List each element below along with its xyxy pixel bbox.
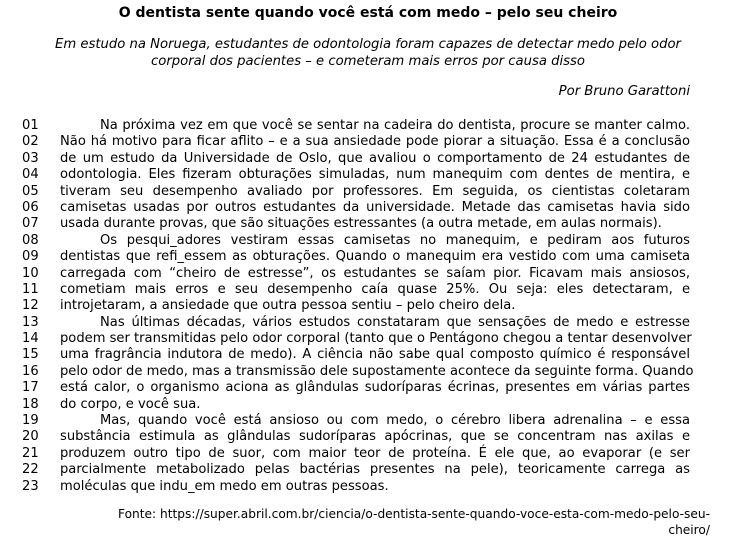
line-text: dentistas que refi_essem as obturações. Quando o manequim era vestido com uma camiseta: [60, 249, 690, 265]
line-text: uma fragrância indutora de medo). A ciência não sabe qual composto químico é responsável: [60, 347, 690, 363]
line-number: 22: [22, 462, 39, 478]
text-line: [0, 200, 736, 216]
line-text: Na próxima vez em que você se sentar na cadeira do dentista, procure se manter calmo.: [100, 118, 690, 133]
line-text: está calor, o organismo aciona as glândulas sudoríparas écrinas, presentes em várias partes: [60, 380, 690, 396]
text-line: [0, 233, 736, 249]
line-number: 04: [22, 167, 39, 183]
line-number: 09: [22, 249, 39, 265]
text-line: [0, 347, 736, 363]
line-number: 11: [22, 281, 39, 297]
line-number: 23: [22, 478, 39, 494]
line-text: do corpo, e você sua.: [60, 396, 201, 412]
line-text: camisetas usadas por outros estudantes da universidade. Metade das camisetas havia sido: [60, 199, 690, 215]
line-text: usada durante provas, que são situações estressantes (a outra metade, em aulas normais).: [60, 216, 662, 232]
line-text: introjetaram, a ansiedade que outra pessoa sentiu – pelo cheiro dela.: [60, 298, 516, 314]
article-title: O dentista sente quando você está com medo – pelo seu cheiro: [118, 5, 618, 21]
line-text: de um estudo da Universidade de Oslo, que avaliou o comportamento de 24 estudantes de: [60, 150, 690, 166]
line-number: 10: [22, 265, 39, 281]
line-number: 02: [22, 134, 39, 150]
line-text: moléculas que indu_em medo em outras pessoas.: [60, 478, 389, 494]
line-number: 07: [22, 216, 39, 232]
line-number: 15: [22, 347, 39, 363]
line-number: 17: [22, 380, 39, 396]
line-number: 01: [22, 118, 39, 133]
text-line: [0, 298, 736, 314]
text-line: [0, 380, 736, 396]
line-number: 18: [22, 396, 39, 412]
line-text: substância estimula as glândulas sudoríparas apócrinas, que se concentram nas axilas e: [60, 429, 690, 445]
article-body: [0, 118, 736, 495]
text-line: [0, 266, 736, 282]
text-line: [0, 249, 736, 265]
line-text: tiveram seu desempenho avaliado por professores. Em seguida, os cientistas coletaram: [60, 183, 690, 199]
line-text: odontologia. Eles fizeram obturações simuladas, num manequim com dentes de mentira, e: [60, 167, 690, 183]
text-line: [0, 364, 736, 380]
text-line: [0, 184, 736, 200]
line-number: 12: [22, 298, 39, 314]
source-citation: Fonte: https://super.abril.com.br/ciencia/o-dentista-sente-quando-voce-esta-com-medo-pelo-seu-cheiro/: [118, 507, 710, 537]
text-line: [0, 331, 736, 347]
article-author: Por Bruno Garattoni: [558, 84, 690, 99]
line-text: Os pesqui_adores vestiram essas camisetas no manequim, e pediram aos futuros: [100, 232, 690, 248]
line-text: cometiam mais erros e seu desempenho caía quase 25%. Ou seja: eles detectaram, e: [60, 281, 690, 297]
line-text: parcialmente metabolizado pelas bactérias presentes na pele), teoricamente carrega as: [60, 462, 690, 478]
text-line: [0, 134, 736, 150]
text-line: [0, 118, 736, 134]
line-text: Mas, quando você está ansioso ou com medo, o cérebro libera adrenalina – e essa: [100, 413, 690, 429]
line-number: 06: [22, 199, 39, 215]
article-subtitle: Em estudo na Noruega, estudantes de odontologia foram capazes de detectar medo pelo odor corporal dos pacientes – e cometeram mais erros por causa disso: [55, 37, 681, 69]
text-line: [0, 462, 736, 478]
line-text: podem ser transmitidas pelo odor corporal (tanto que o Pentágono chegou a tentar desenvolver: [60, 331, 692, 347]
line-number: 16: [22, 363, 39, 379]
text-line: [0, 413, 736, 429]
line-text: Nas últimas décadas, vários estudos constataram que sensações de medo e estresse: [100, 314, 690, 330]
text-line: [0, 446, 736, 462]
line-number: 05: [22, 183, 39, 199]
text-line: [0, 479, 736, 495]
text-line: [0, 315, 736, 331]
line-number: 13: [22, 314, 39, 330]
line-text: pelo odor de medo, mas a transmissão dele supostamente acontece da seguinte forma. Quando: [60, 363, 694, 379]
line-number: 21: [22, 445, 39, 461]
line-text: produzem outro tipo de suor, com maior teor de proteína. É ele que, ao evaporar (e ser: [60, 445, 690, 461]
line-number: 14: [22, 331, 39, 347]
line-number: 03: [22, 150, 39, 166]
line-number: 20: [22, 429, 39, 445]
line-number: 19: [22, 413, 39, 429]
line-text: Não há motivo para ficar aflito – e a sua ansiedade pode piorar a situação. Essa é a conclusão: [60, 134, 690, 150]
text-line: [0, 282, 736, 298]
text-line: [0, 216, 736, 232]
text-line: [0, 167, 736, 183]
text-line: [0, 429, 736, 445]
line-number: 08: [22, 232, 39, 248]
line-text: carregada com “cheiro de estresse”, os estudantes se saíam pior. Ficavam mais ansiosos,: [60, 265, 690, 281]
text-line: [0, 397, 736, 413]
text-line: [0, 151, 736, 167]
